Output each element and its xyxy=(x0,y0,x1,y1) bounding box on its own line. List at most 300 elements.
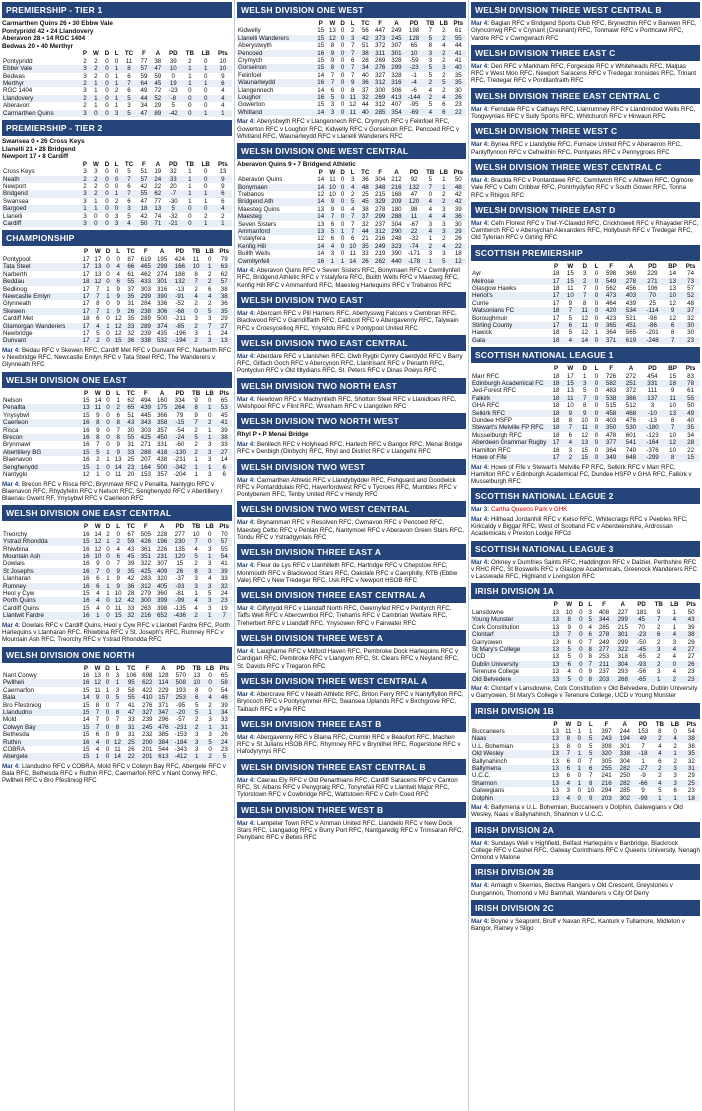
table-cell: 2 xyxy=(112,538,124,545)
fixtures-list: Howe of Fife v Stewart's Melville FP RFC, Selkirk RFC v Marr RFC, Hamilton RFC v Edinburgh Academical FC, Dundee HSFP v GHA RFC, Falkirk v Musselburgh RFC xyxy=(471,463,692,486)
fixtures-text xyxy=(471,882,700,897)
table-cell: 14 xyxy=(112,464,124,471)
team-name: Brynmawr xyxy=(3,441,31,449)
table-cell: 132 xyxy=(170,278,189,285)
table-cell: 9 xyxy=(657,608,661,616)
table-cell: 65 xyxy=(410,42,418,50)
table-cell: 505 xyxy=(140,530,151,538)
table-row xyxy=(237,221,466,228)
table-cell: 40 xyxy=(451,64,466,71)
fixtures-list: Llandudno RFC v COBRA, Mold RFC v Colwyn Bay RFC, Abergele RFC v Bala RFC, Bethesda RFC v Ruthin RFC, Caernarfon RFC v Nant Conwy RFC, Pwllheli RFC v Bro Ffestiniog RFC xyxy=(2,762,226,785)
fixtures-text xyxy=(237,562,466,584)
table-cell: 201 xyxy=(139,753,155,760)
league-section xyxy=(471,45,700,85)
table-cell: 424 xyxy=(174,255,185,263)
table-cell: 203 xyxy=(597,795,615,802)
table-cell: -93 xyxy=(632,661,651,668)
table-cell: -211 xyxy=(173,315,186,323)
standings-table xyxy=(237,20,466,116)
table-cell: 5 xyxy=(584,750,597,757)
team-name: Galwegians xyxy=(472,787,505,795)
table-cell: 248 xyxy=(391,235,402,243)
league-title: WELSH DIVISION THREE EAST D xyxy=(471,202,700,218)
team-name: Ystrad Rhondda xyxy=(2,538,80,545)
table-cell: 500 xyxy=(156,315,168,323)
table-cell: 407 xyxy=(391,101,402,109)
table-cell: 14 xyxy=(94,397,102,405)
table-cell: 7 xyxy=(116,560,120,568)
table-cell: 9 xyxy=(116,441,120,449)
league-title: WELSH DIVISION THREE EAST B xyxy=(237,716,466,732)
table-row xyxy=(237,101,466,108)
column-header: PD xyxy=(175,523,185,531)
table-cell: 0 xyxy=(105,731,110,739)
table-cell: 3 xyxy=(588,608,592,616)
table-cell: 4 xyxy=(347,184,359,191)
table-cell: -164 xyxy=(641,439,664,446)
table-cell: 0 xyxy=(105,57,109,65)
table-cell: 0 xyxy=(116,255,120,263)
table-cell: 2 xyxy=(194,300,198,308)
fixtures-text xyxy=(471,516,700,538)
table-cell: 65 xyxy=(220,397,228,405)
table-row xyxy=(2,95,232,102)
fixtures-list: Brecon RFC v Risca RFC, Brynmawr RFC v Penallta, Nantyglo RFC v Blaenavon RFC, Rhydyfelin RFC v Nelson RFC, Senghenydd RFC v Abertillery / Blaenau Gwent RF, Ynysybwl RFC v Caerleon RFC xyxy=(2,480,223,503)
table-cell: 5 xyxy=(203,308,217,315)
column-header: LB xyxy=(205,248,214,256)
column-header: Pts xyxy=(453,168,464,176)
table-cell: 1 xyxy=(112,80,121,87)
table-cell: 0 xyxy=(338,79,347,86)
league-title: WELSH DIVISION THREE WEST A xyxy=(237,630,466,646)
table-cell: 40 xyxy=(687,417,695,425)
column-header: P xyxy=(553,720,558,728)
table-cell: -231 xyxy=(171,724,190,731)
table-cell: 2 xyxy=(424,243,438,250)
fixtures-text xyxy=(237,519,466,541)
table-cell: 3 xyxy=(651,646,667,653)
table-cell: 23 xyxy=(682,676,700,683)
table-row xyxy=(471,322,700,329)
table-cell: 249 xyxy=(598,638,610,646)
table-cell: -20 xyxy=(171,709,190,716)
table-cell: 4 xyxy=(428,86,433,94)
table-cell: 7 xyxy=(92,568,104,575)
table-cell: 271 xyxy=(641,278,664,285)
table-cell: 13 xyxy=(552,638,560,646)
table-cell: 303 xyxy=(140,285,151,293)
fixtures-date: Mar 4: xyxy=(237,562,256,570)
table-cell: 1 xyxy=(575,750,585,757)
table-cell: 0 xyxy=(102,80,112,87)
table-cell: 7 xyxy=(217,612,233,619)
table-row xyxy=(2,205,232,212)
table-cell: 0 xyxy=(592,395,601,402)
table-cell: 4 xyxy=(563,439,577,446)
table-cell: 0 xyxy=(103,739,111,746)
table-cell: 132 xyxy=(405,184,424,191)
table-cell: 299 xyxy=(154,263,170,270)
team-name: Bethesda xyxy=(3,731,30,739)
table-cell: 45 xyxy=(632,616,651,623)
table-cell: 7 xyxy=(189,278,203,285)
table-cell: 9 xyxy=(327,50,339,57)
league-section xyxy=(471,583,700,699)
team-name: Abertillery BG xyxy=(2,449,80,456)
table-cell: 12 xyxy=(112,597,124,604)
fixtures-list: Dowlais RFC v Cardiff Quins, Heol y Cyw RFC v Llantwit Fardre RFC, Porth Harlequins v Llanharan RFC, Rhiwbina RFC v St. Joseph's RFC, Rumney RFC v Mountain Ash RFC, Treorchy RFC v Ystrad Rhondda RFC xyxy=(2,621,230,644)
table-cell: 293 xyxy=(617,668,628,676)
table-cell: 12 xyxy=(317,190,325,198)
column-header: PD xyxy=(409,168,419,176)
column-header: Pts xyxy=(219,523,230,531)
table-cell: 9 xyxy=(96,426,100,434)
table-row xyxy=(2,110,232,117)
table-cell: 3 xyxy=(437,64,451,71)
table-cell: 175 xyxy=(154,404,170,411)
fixtures-list: Brackla RFC v Pontardawe RFC, Cwmtwrch RFC v Alltwen RFC, Ogmore Vale RFC v Cefn Cribbwr RFC, Pontrhydyfen RFC v South Gower RFC, Tonna RFC v Rhigos RFC xyxy=(471,176,694,199)
table-cell: 9 xyxy=(221,72,225,80)
column-header: TB xyxy=(185,50,194,58)
table-row xyxy=(2,213,232,220)
table-cell: 0 xyxy=(592,337,601,344)
league-title: WELSH DIVISION THREE EAST C xyxy=(471,45,700,61)
table-cell: 3 xyxy=(330,250,335,258)
page-column xyxy=(0,0,234,1111)
table-cell: 6 xyxy=(222,471,226,479)
team-name: Ammanford xyxy=(237,228,315,235)
table-cell: 371 xyxy=(601,337,621,344)
table-cell: 0 xyxy=(112,205,121,212)
table-cell: 0 xyxy=(579,653,583,661)
table-cell: 35 xyxy=(127,315,135,323)
table-cell: -10 xyxy=(641,410,664,417)
table-row xyxy=(471,454,700,461)
table-cell: 16 xyxy=(80,597,92,604)
table-cell: 8 xyxy=(658,727,662,735)
table-cell: 3 xyxy=(203,337,217,344)
table-cell: 5 xyxy=(165,205,182,212)
table-cell: 54 xyxy=(687,727,695,735)
league-title: WELSH DIVISION TWO EAST CENTRAL xyxy=(237,335,466,351)
table-cell: 22 xyxy=(123,753,139,760)
table-cell: 0 xyxy=(579,638,583,646)
match-result: Newport 17 • 8 Cardiff xyxy=(2,153,69,161)
table-cell: 17 xyxy=(549,439,563,446)
table-cell: 55 xyxy=(123,694,139,701)
table-cell: 6 xyxy=(127,87,131,95)
table-row xyxy=(471,439,700,446)
league-section xyxy=(237,378,466,411)
table-cell: 35 xyxy=(683,750,700,757)
table-cell: 38 xyxy=(359,50,373,57)
table-cell: 619 xyxy=(140,255,151,263)
table-cell: 3 xyxy=(195,746,199,754)
table-cell: 3 xyxy=(207,560,212,568)
table-cell: 9 xyxy=(96,560,100,568)
column-header: LB xyxy=(670,601,679,609)
league-section xyxy=(237,630,466,670)
table-cell: 0 xyxy=(90,220,102,227)
table-header-row xyxy=(2,665,232,672)
table-cell: 456 xyxy=(625,284,637,292)
table-row xyxy=(2,687,232,694)
table-row xyxy=(471,307,700,314)
table-cell: 37 xyxy=(127,285,135,293)
table-cell: -59 xyxy=(409,57,419,65)
table-cell: 48 xyxy=(687,299,695,307)
column-header: PD xyxy=(176,664,186,672)
table-cell: 0 xyxy=(106,315,110,323)
table-cell: 111 xyxy=(647,387,658,395)
table-row xyxy=(2,198,232,205)
table-cell: 238 xyxy=(138,308,154,315)
column-header: TB xyxy=(426,20,435,27)
column-header: P xyxy=(84,523,89,531)
table-cell: 384 xyxy=(155,739,171,746)
table-cell: 0 xyxy=(106,329,110,337)
table-cell: 232 xyxy=(142,731,153,739)
league-section xyxy=(471,347,700,485)
table-cell: 153 xyxy=(637,727,649,735)
table-cell: 304 xyxy=(375,176,386,184)
table-row xyxy=(2,263,232,270)
table-row xyxy=(2,220,232,227)
table-cell: 12 xyxy=(92,538,104,545)
table-cell: -21 xyxy=(165,220,182,227)
fixtures-text xyxy=(471,685,700,700)
table-header-row xyxy=(471,601,700,608)
table-row xyxy=(471,373,700,380)
table-cell: 494 xyxy=(140,397,151,405)
table-cell: 409 xyxy=(154,568,170,575)
table-cell: 194 xyxy=(616,735,634,742)
table-cell: 279 xyxy=(140,590,151,598)
table-cell: 14 xyxy=(80,694,92,701)
table-cell: 15 xyxy=(317,57,325,65)
table-cell: 166 xyxy=(170,263,189,270)
table-cell: 15 xyxy=(317,27,325,35)
column-header: W xyxy=(92,50,99,58)
table-cell: 11 xyxy=(565,727,572,735)
table-row xyxy=(2,583,232,590)
table-cell: 0 xyxy=(104,404,113,411)
team-name: Glamorgan Wanderers xyxy=(2,323,80,330)
table-cell: 4 xyxy=(424,198,438,205)
table-cell: 1 xyxy=(92,612,104,619)
table-cell: 6 xyxy=(673,787,677,795)
table-row xyxy=(2,679,232,686)
table-cell: 3 xyxy=(437,228,451,235)
table-cell: 0 xyxy=(594,372,599,380)
table-cell: 49 xyxy=(681,410,700,417)
table-cell: 215 xyxy=(617,623,628,631)
league-title: WELSH DIVISION THREE WEST C xyxy=(471,123,700,139)
table-cell: 2 xyxy=(83,102,87,110)
table-cell: 70 xyxy=(638,623,645,631)
table-cell: 9 xyxy=(116,575,120,583)
table-row xyxy=(2,404,232,411)
table-cell: 209 xyxy=(388,198,404,205)
table-cell: 29 xyxy=(687,638,695,646)
table-cell: 15 xyxy=(315,35,327,42)
table-cell: 28 xyxy=(127,590,135,598)
team-name: Tata Steel xyxy=(2,263,80,270)
table-cell: 3 xyxy=(194,575,198,583)
table-cell: 263 xyxy=(140,604,151,612)
table-cell: 8 xyxy=(327,64,339,71)
table-cell: 0 xyxy=(576,661,586,668)
table-cell: 211 xyxy=(595,661,614,668)
table-cell: 13 xyxy=(94,270,102,278)
fixtures-text xyxy=(2,347,232,369)
table-cell: 18 xyxy=(82,315,90,323)
table-cell: 10 xyxy=(587,787,595,795)
table-cell: 31 xyxy=(683,765,700,772)
table-cell: 1 xyxy=(114,72,119,80)
table-cell: 2 xyxy=(437,198,451,205)
table-cell: 0 xyxy=(340,176,345,184)
table-cell: 10 xyxy=(190,679,203,686)
table-cell: 278 xyxy=(595,631,614,638)
table-cell: 0 xyxy=(106,255,110,263)
table-cell: 10 xyxy=(565,608,573,616)
table-cell: 23 xyxy=(217,597,233,604)
table-cell: 6 xyxy=(658,757,662,765)
table-cell: 15 xyxy=(82,604,90,612)
table-cell: 8 xyxy=(330,42,335,50)
fixtures-list: Brynamman RFC v Resolven RFC, Cwmavon RFC v Pencoed RFC, Maesteg Celtic RFC v Penlan RFC, Nantymoel RFC v Aberavon Green Stars RFC, Tondu RFC v Ystradgynlais RFC xyxy=(237,519,464,541)
table-cell: 2 xyxy=(94,183,98,191)
column-header: F xyxy=(143,248,148,256)
fixtures-list: Cefn Fforest RFC v Tref-Y-Clawdd RFC, Crickhowell RFC v Rhayader RFC, Cwmtwrch RFC v Abersychan Alexanders RFC, Hollybush RFC v Tredegar RFC, Old Tylerian RFC v Girling RFC xyxy=(471,219,699,242)
table-cell: 9 xyxy=(641,787,645,795)
column-header: TB xyxy=(185,160,194,168)
column-header: A xyxy=(620,601,626,609)
table-cell: 31 xyxy=(127,731,135,739)
table-cell: -114 xyxy=(641,307,664,314)
table-cell: 435 xyxy=(156,329,168,337)
team-name: Treorchy xyxy=(3,530,28,538)
table-cell: 14 xyxy=(315,198,327,205)
table-cell: 1 xyxy=(182,65,198,72)
table-cell: -32 xyxy=(168,212,178,220)
fixtures-text xyxy=(237,777,466,799)
table-cell: 2 xyxy=(90,190,102,197)
table-cell: 42 xyxy=(454,190,462,198)
table-cell: 16 xyxy=(82,560,90,568)
league-title: PREMIERSHIP - TIER 1 xyxy=(2,2,232,18)
table-cell: 562 xyxy=(605,284,617,292)
table-cell: 74 xyxy=(154,212,162,220)
table-cell: 26 xyxy=(451,94,466,101)
table-cell: 8 xyxy=(112,434,124,441)
table-cell: 45 xyxy=(124,553,138,560)
table-cell: 15 xyxy=(82,590,90,598)
table-cell: 8 xyxy=(566,742,571,750)
table-cell: 4 xyxy=(121,220,137,227)
table-cell: 39 xyxy=(220,426,228,434)
table-cell: 18 xyxy=(137,205,151,212)
fixtures-text xyxy=(237,477,466,499)
table-cell: 4 xyxy=(667,616,683,623)
table-cell: 0 xyxy=(106,560,110,568)
table-cell: 2 xyxy=(114,87,119,95)
league-section xyxy=(2,230,232,368)
table-row xyxy=(471,661,700,668)
table-cell: 12 xyxy=(92,679,104,686)
table-row xyxy=(471,300,700,307)
table-row xyxy=(471,292,700,299)
fixtures-date: Mar 4: xyxy=(237,476,256,484)
column-header: P xyxy=(553,365,559,373)
fixtures-text xyxy=(237,353,466,375)
team-name: Whitland xyxy=(237,109,315,116)
table-cell: 440 xyxy=(388,258,404,265)
table-cell: 0 xyxy=(106,397,110,405)
column-header: A xyxy=(155,160,161,168)
league-title: WELSH DIVISION THREE WEST CENTRAL B xyxy=(471,2,700,18)
table-cell: 253 xyxy=(598,653,610,661)
table-cell: 3 xyxy=(194,329,198,337)
fixtures-list: Sundays Well v Highfield, Belfast Harlequins v Banbridge, Blackrock College RFC v Cashel RFC, Galway Corinthians RFC v Queens University, Nenagh Ormond v Malone xyxy=(471,839,700,862)
table-cell: 3 xyxy=(442,220,446,228)
table-cell: 10 xyxy=(581,417,589,425)
team-name: Pontypridd xyxy=(3,57,33,65)
table-cell: 3 xyxy=(424,50,438,57)
table-cell: 351 xyxy=(138,553,154,560)
table-cell: 18 xyxy=(552,329,560,337)
table-cell: 253 xyxy=(171,694,190,701)
column-header: Pts xyxy=(219,664,230,672)
table-cell: 0 xyxy=(340,42,345,50)
team-name: Bro Ffestiniog xyxy=(3,701,42,709)
table-cell: 16 xyxy=(80,434,92,441)
table-cell: 422 xyxy=(142,686,153,694)
table-cell: 0 xyxy=(114,57,119,65)
table-cell: 1 xyxy=(214,220,232,227)
table-cell: 2 xyxy=(652,765,667,772)
table-cell: 13 xyxy=(552,787,559,795)
table-cell: 58 xyxy=(127,686,135,694)
table-cell: 299 xyxy=(372,213,388,220)
table-cell: 14 xyxy=(94,530,102,538)
table-cell: 2 xyxy=(106,530,110,538)
table-cell: 4 xyxy=(667,631,683,638)
table-row xyxy=(2,434,232,441)
table-cell: 2 xyxy=(194,560,198,568)
team-name: Skewen xyxy=(2,308,80,315)
column-header: Pts xyxy=(686,720,697,728)
table-cell: 20 xyxy=(169,183,177,191)
table-cell: 47 xyxy=(410,190,418,198)
table-cell: 30 xyxy=(681,322,700,329)
column-header: LB xyxy=(439,20,448,27)
table-cell: 1 xyxy=(203,263,217,270)
table-cell: 5 xyxy=(567,653,571,661)
table-cell: 4 xyxy=(672,668,677,676)
table-cell: 1 xyxy=(80,205,90,212)
table-cell: 262 xyxy=(372,258,388,265)
table-cell: 304 xyxy=(619,757,630,765)
table-cell: 1 xyxy=(92,464,104,471)
team-name: Mold xyxy=(3,716,17,724)
table-cell: 0 xyxy=(338,35,347,42)
table-cell: -65 xyxy=(637,653,647,661)
table-cell: 62 xyxy=(151,190,165,197)
table-cell: 32 xyxy=(127,329,135,337)
table-cell: 27 xyxy=(687,653,695,661)
